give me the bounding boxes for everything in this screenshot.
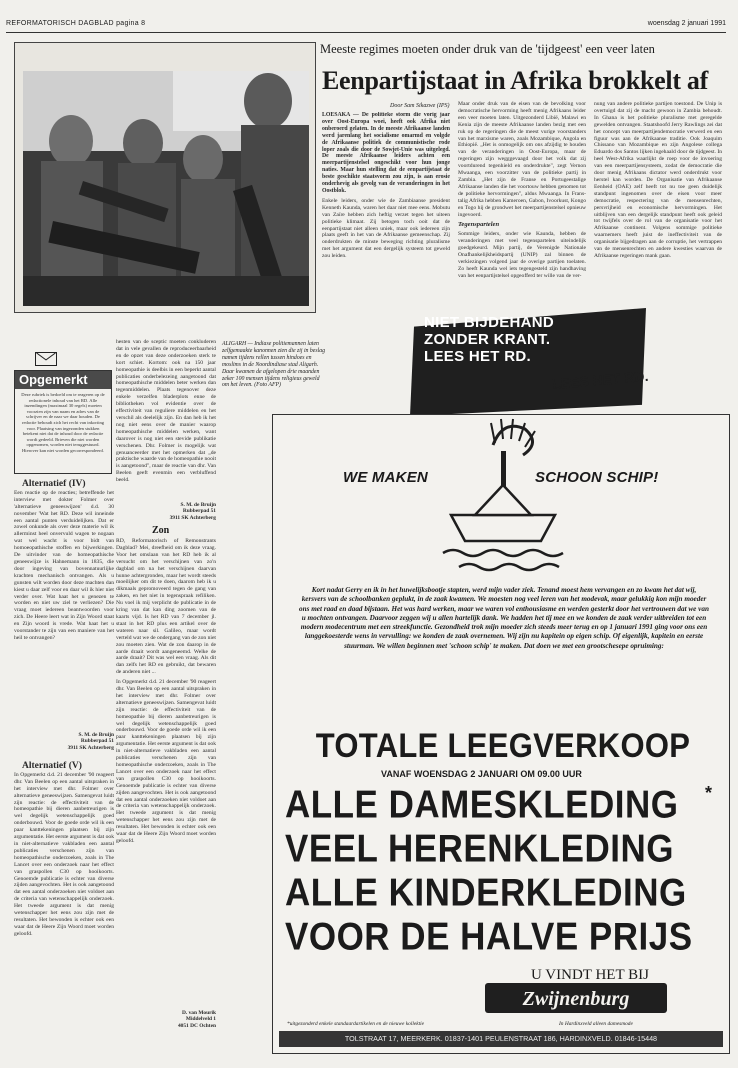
article-col3-text: nung van andere politieke partijen toestond. De Unip is overtuigd dat zij de macht gewoon in Zambia behoudt. In Ghana is het politieke pluralisme met geregelde gewelden ontvangen. Staatshoofd Jerry Rawlings zei dat het concept van meerpartijendemocratie verwerd en een figuur was aan de Afrikaanse traditie. Ook Joaquim Chissano van Mozambique en zijn Angolese collega Eduardo dos Santos lijken ingehaald door de tijdgeest. In heel West-Afrika waarlijkt de roep voor de invoering van een meerpartijensysteem, zodat de democratie die door menig Afrikaans dictator werd onderdrukt voor herstel kan worden. De Organisatie van Afrikaanse Eenheid (OAE) zelf heeft tot nu toe geen duidelijk standpunt ingenomen over de eisen voor meer democratie, respectering van de mensenrechten, persvrijheid en economische hervormingen. Het uitblijven van een dergelijk standpunt heeft ook geleid tot twijfels over de rol van de organisatie voor het Afrikaanse continent. Volgens sommige politieke waarnemers heeft juist de ineffectiviteit van de organisatie bijgedragen aan de corruptie, het vertrappen van de mensenrechten en andere kwesties waarvan de Afrikaanse regeringen mank gaan.: [594, 101, 722, 259]
zon-body: RD, Reformatorisch of Remonstrants Dagblad? Mei, dreefheid om ik deze vraag. Voor het omslaan van het RD heb ik al versucht om het verschijnen van zo'n dagblad om na het verschijnen daarvan hunne achtergronden, maar het wordt steeds moeilijker om dit te doen, daarom heb ik u dikmaals gepromoveerd tegen de gang van zaken, en het niet in tegenspraak refiliken. Nu voel ik mij verplicht de publicatie in de kring van dat kan ding zoomen van de kaarts vijd. Is het RD van 7 december jl. staat in het RD plus een artikel over de wateren naar sil. Galileo, maar wordt verteld wat we de ondergang van de zon niet zou moeten zien. Wat de zon daarop in de aarde draait wordt aangeneemd. Welke de aarde draait? Dit was wel een vraag. Als dit dan zelfs het RD en gebruikt, dat bewaren de anderen niet ...: [116, 538, 216, 676]
page-header-left: REFORMATORISCH DAGBLAD pagina 8: [6, 20, 146, 27]
page-header-date: woensdag 2 januari 1991: [647, 20, 726, 27]
ad-sale-start: VANAF WOENSDAG 2 JANUARI OM 09.00 UUR: [381, 769, 582, 779]
rd-ad-line-3: LEES HET RD.: [424, 348, 531, 365]
rd-ad-slogan: LEES HET RD.: [551, 367, 649, 393]
letter1-body: Een reactie op de reacties; betreffende het interview met dokter Folmer over 'alternatieve geneeswijzen' d.d. 30 november 'Wat het RD. Deze wil inneinde een aantal punten verduidelijken. Dat er zowel onkunde als over deze materie wil ik allerminst heel onvervuld wagen te nogaan wat wel wacht is voor bidt van homoeopathische stoffen en bijwerkingen. De uitvinder van de homeopathische geneeswijze is Hahnemann in 1835, die door ingeving van bovennatuurlijke krachten mechanisch ontvangen. Als u gunsten wilt worden door deze machten dan kiest u daar zelf voor en daar wil ik hier niet verder over. Wat haat het u genezen te worden en niet uw ziel te verliezen? Die vraag moet iedereen beantwoorden voor zich. De Heere leert wat in Zijn Woord staat en Zijn woord is vrede. Wat haat het u voorstander te zijn van een maniere van het heil te ontvangen?: [14, 489, 114, 641]
article-col2-text: Maar onder druk van de eisen van de bevolking voor democratische hervorming heeft menig Afrikaans leider een veer moeten laten. Uitgezonderd Libië, Malawi en Kenia zijn de meeste Afrikaanse landen bezig met een ruk op de regeringen die de meest vurige voorstanders van het marxisme waren, zoals Mozambique, Angola en Ethiopië. „Het is onmogelijk om ons afzijdig te houden van de veranderingen in Oost-Europa, maar de regeringen zijn wegggevaagd door het volk dat zij voortdurend tegenhield en onderdrukte", zegt Vernon Mwaanga, een voorzitter van de politieke partij in Zambia. „Het zijn de Franse en Portugeestalige Afrikaanse landen die het voortouw hebben genomen tot de politieke hervormingen", aldus Mwaanga. In Frans-talig Afrika hebben Kameroen, Gabon, Ivoorkust, Kongo en Togo hij de grondwet het meerpartijenstelsel opnieuw ingevoerd.: [458, 101, 586, 218]
article-byline: Door Sam Sikazwe (IPS): [390, 103, 450, 109]
middle-column-top: [116, 339, 216, 501]
ad-paragraph: Kort nadat Gerry en ik in het huwelijksbootje stapten, werd mijn vader ziek. Tenand moest hem vervangen en zo kwam het dat wij, kersvers van de schoolbanken geplukt, in de zaak kwamen. We moesten nog veel leren van het modevak, maar gelukkig kon mijn moeder ons met raad en daad bijstaan. Het was hard werken, maar we waren vol enthousiasme en werden gesterkt door het vertrouwen dat we van u mochten ontvangen. Daarvoor zeggen wij u allen hartelijk dank. We hadden het tij mee en we konden de zaak verder uitbreiden tot een modern modecentrum met een streekfunctie. Gezondheid trok mijn moeder zich steeds meer terug en op 1 januari 1991 ging voor ons een langgekoesterde wens in vervulling: we konden de zaak overnemen. Wij zijn nu kapitein op eigen schip. Of eigenlijk, kapitein en eerste stuurman. We willen beginnen met 'schoon schip' te maken. Dat doen we met een grootschesepe opruiming:: [299, 586, 709, 650]
ad-totale-leegverkoop: TOTALE LEEGVERKOOP: [315, 725, 691, 766]
ad-line-halve-prijs: VOOR DE HALVE PRIJS: [285, 915, 693, 959]
ad-slogan-left: WE MAKEN: [343, 469, 428, 486]
ad-line-herenkleding: VEEL HERENKLEDING: [285, 827, 675, 871]
ad-line-dameskleding: ALLE DAMESKLEDING: [285, 783, 679, 827]
letter1-signature: S. M. de Bruijn Rubberpad 51 3911 SK Achterberg: [67, 732, 114, 751]
zon-column: [116, 538, 216, 1008]
article-headline: Eenpartijstaat in Afrika brokkelt af: [322, 66, 708, 95]
letter-alternatief-v: [14, 760, 114, 1026]
zwijnenburg-advertisement: [272, 414, 730, 1054]
letter2-title: Alternatief (V): [22, 761, 82, 771]
ad-u-vindt-het-bij: U VINDT HET BIJ: [531, 967, 649, 983]
article-subhead: Tegenspartelen: [458, 221, 500, 229]
article-column-1: [322, 112, 450, 258]
ad-slogan-right: SCHOON SCHIP!: [535, 469, 659, 486]
zwijnenburg-logo: [485, 983, 667, 1013]
ad-note-hardinxveld: In Hardinxveld alleen damesmode: [559, 1021, 633, 1027]
middle-signature: S. M. de Bruijn Rubberpad 51 3911 SK Achterberg: [169, 502, 216, 521]
middle-column-text: hesten van de sceptic moeten conkluderen dat in vele gevallen de reproduceerbaarheid en de opzet van deze onderzoeken sterk te kort schiet. Kortom: ook na 150 jaar homeopathie is deelbis in een beperkt aantal publicaties onderbelezeing aangetoond dat homeopathische middelen beter werken dan tegenmiddelen. Plaats tegenover deze enkele verzelfen bladerplots enne de bibliotheken vol evidentie over de effectiviteit van reguliere middelen en het verschil als deelelijk zijn. En dan heb ik het nog niet eens over de manier waarop homeopathische middelen werken, want daarover is nog niet een stevide publikatie verschenen. Dhr. Folmer is mogelijk wat genuanceerder met het opmerken dat „de praktische waarde van de homeopathie nooit is aangetoond", maar de reactie van dhr. Van Beelen geeft evenmin een verbluffend beeld.: [116, 339, 216, 484]
envelope-icon: [35, 352, 57, 366]
zwijnenburg-logo-text: Zwijnenburg: [522, 988, 630, 1010]
ad-note-exclusions: *uitgezonderd enkele standaardartikelen en de nieuwe kollektie: [287, 1021, 425, 1027]
article-column-2: [458, 101, 586, 285]
opgemerkt-box: [14, 370, 112, 474]
article-lead: LOESAKA — De politieke storm die vorig jaar over Oost-Europa woei, heeft ook Afrika niet onberoerd gelaten. In de meeste Afrikaanse landen werd jarenlang het socialisme omarmd en volgde de Afrikaanse politiek de communistische rode loper zoals die door de Sowjet-Unie was uitgelegd. De meeste Afrikaanse leiders achten een meerpartijenstelsel ongeschikt voor hun jonge naties. Maar hun stelling dat de eenpartijstaat de beste geschikte staatsvorm zou zijn, is aan erosie onderhevig als gevolg van de veranderingen in het Oostblok.: [322, 112, 450, 194]
letter2-continued: In Opgemerkt d.d. 21 december '90 reageert dhr. Van Beelen op een aantal uitspraken in het interview met dhr. Folmer over alternatieve geneeswijzen. Samengevat luidt zijn reactie: de effectiviteit van de homeopathie bij dieren aanbetreurigen is wel degelijk wetenschappelijk goed onderbouwd. Voor de goede orde wil ik een paar kanttekeningen plaatsen bij zijn argumentatie. Het eerste argument is dat ook in niet-alternatieve vakbladen een aantal publicaties verschenen zijn van homeopathische onderzoeken, zoals in The Lancet over een onderzoek naar het effect van graspollen C30 op hooikoorts. Genoemde publicatie is echter van diverse zijden aangevochten. Het is ook aangetoond dat een aantal onderzoeken niet voldoet aan de criteria van wetenschappelijk onderzoek. Het tweede argument is dat menig wetenschapper het eens zou zijn met de resultaten. Het bewonden is echter ook een waar dat de Heere Zijn Woord moet worden geloofd.: [116, 679, 216, 844]
letter2-signature: D. van Mourik Middelveld 1 4051 DC Ochten: [177, 1010, 216, 1029]
photo-caption: ALIGARH — Indiase politiemannen laten zelfgemaakte kanonnen zien die zij in beslag namen tijdens rellen tussen hindoes en moslims in de Noordindiase stad Aligarh. Daar kwamen de afgelopen drie maanden zeker 100 mensen tijdens religieus geweld om het leven. (Foto AFP): [222, 341, 326, 389]
article-col1-text: Enkele leiders, onder wie de Zambiaanse president Kenneth Kaunda, waren het daar niet mee eens. Mobutu van Zaïre hebben zich heftig verzet tegen het uiteen politieke klimaat. Zij betogen toch ooit dat de eenpartijstaat niet alleen uniek, maar ook iedereen zijn plaats geeft in het van de Afrikaanse gemeenschap. Zij onderdrukten de minste beweging richting pluralisme met het argument dat een dergelijk systeem tot geweld zou leiden.: [322, 197, 450, 258]
news-photo: [23, 71, 309, 306]
paper-boat-illustration: [423, 415, 583, 585]
letter1-title: Alternatief (IV): [22, 479, 86, 489]
header-rule: [6, 32, 726, 33]
zon-title: Zon: [152, 525, 170, 536]
rd-ad-line-1: NIET BIJDEHAND: [424, 314, 555, 331]
photo-frame: [14, 42, 316, 313]
opgemerkt-text: Deze rubriek is bedoeld om te reageren op de redactionele inhoud van het RD. Alle inzendingen (maximaal 30 regels) moeten voorzien zijn van naam en adres van de schrijver en de naar we daar houden. De redactie behoudt zich het recht van inkorting voor. Plaatsing van ingezonden stukken betekent niet dat de inhoud door de redactie wordt gedeeld. Brieven die niet worden opgenomen, worden niet teruggestuurd. Hierover kan niet worden gecorrespondeerd.: [21, 392, 105, 453]
rd-advertisement: [410, 300, 649, 408]
article-column-3: [594, 101, 722, 285]
ad-address-bar: TOLSTRAAT 17, MEERKERK. 01837-1401 PEULENSTRAAT 186, HARDINXVELD. 01846-15448: [279, 1031, 723, 1047]
article-col2-after: Sommige leiders, onder wie Kaunda, hebben de veranderingen met veel tegenspartelen uiteindelijk goedgekeurd. Mijn partij, de Verenigde Nationale Onafhankelijkheidspartij (UNIP) zal binnen de verkiezingen volgend jaar de overige partijen toelaten. Zo heeft Kaunda wel iets tegengesteld zijn handhaving van het eenpartijstelsel opgeofferd ter wille van de ver-: [458, 231, 586, 279]
ad-line-kinderkleding: ALLE KINDERKLEDING: [285, 871, 687, 915]
letter-alternatief-iv: [14, 478, 114, 733]
ad-asterisk: *: [705, 783, 713, 803]
rd-ad-line-2: ZONDER KRANT.: [424, 331, 551, 348]
letter2-body: In Opgemerkt d.d. 21 december '90 reageert dhr. Van Beelen op een aantal uitspraken in het interview met dhr. Folmer over alternatieve geneeswijzen. Samengevat luidt zijn reactie: de effectiviteit van de homeopathie bij dieren aanbetreurigen is wel degelijk wetenschappelijk goed onderbouwd. Voor de goede orde wil ik een paar kanttekeningen plaatsen bij zijn argumentatie. Het eerste argument is dat ook in niet-alternatieve vakbladen een aantal publicaties verschenen zijn van homeopathische onderzoeken, zoals in The Lancet over een onderzoek naar het effect van graspollen C30 op hooikoorts. Genoemde publicatie is echter van diverse zijden aangevochten. Het is ook aangetoond dat een aantal onderzoeken niet voldoet aan de criteria van wetenschappelijk onderzoek. Het tweede argument is dat menig wetenschapper het eens zou zijn met de resultaten. Het bewonden is echter ook een waar dat de Heere Zijn Woord moet worden geloofd.: [14, 771, 114, 937]
article-kicker: Meeste regimes moeten onder druk van de 'tijdgeest' een veer laten: [320, 42, 655, 56]
opgemerkt-title: Opgemerkt: [15, 371, 111, 389]
